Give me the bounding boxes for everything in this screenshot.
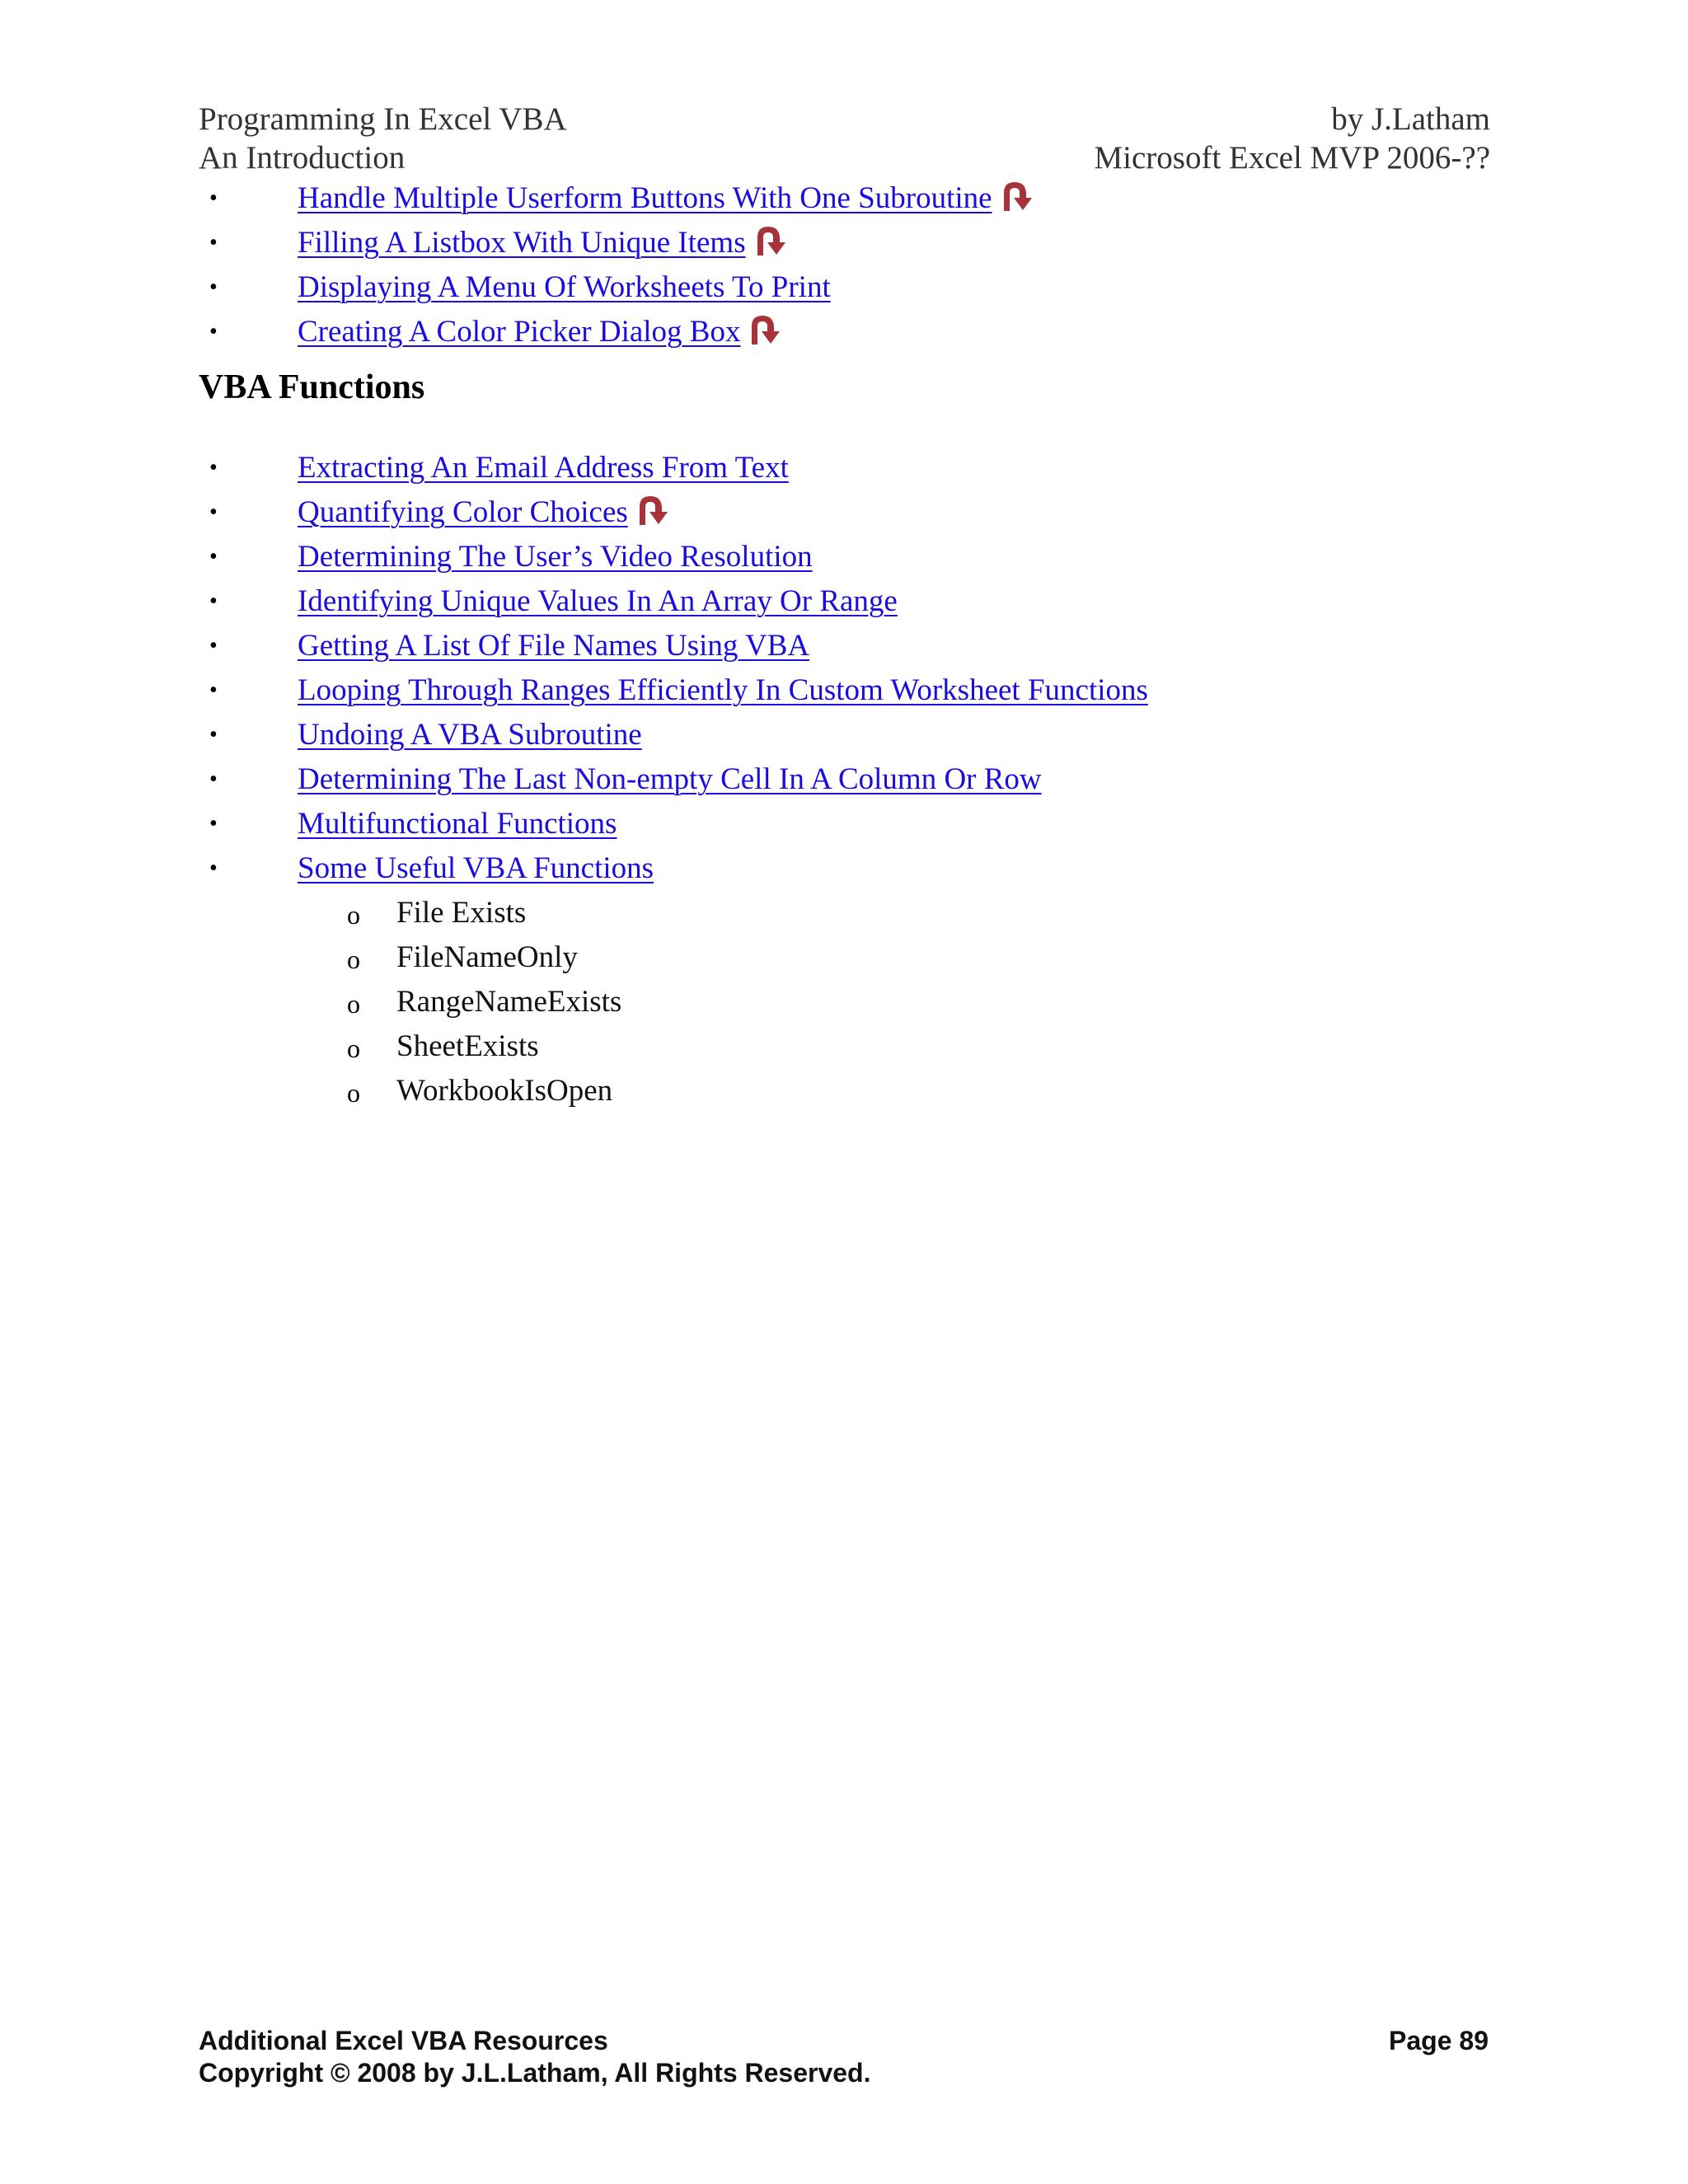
toc-link[interactable]: Handle Multiple Userform Buttons With One Subroutine — [298, 181, 992, 215]
circle-bullet-icon: o — [347, 989, 360, 1019]
link-wrapper — [298, 490, 671, 535]
link-wrapper — [298, 265, 831, 310]
return-arrow-icon[interactable] — [636, 494, 671, 527]
bullet-icon — [209, 176, 221, 221]
toc-link[interactable]: Undoing A VBA Subroutine — [298, 718, 642, 752]
return-arrow-icon[interactable] — [1001, 180, 1035, 213]
bullet-icon — [209, 802, 221, 846]
circle-bullet-icon: o — [347, 1078, 360, 1108]
bullet-icon — [209, 713, 221, 757]
link-wrapper — [298, 310, 783, 354]
toc-link[interactable]: Creating A Color Picker Dialog Box — [298, 315, 741, 349]
bullet-icon — [209, 624, 221, 668]
link-wrapper — [298, 579, 898, 624]
link-wrapper — [298, 713, 642, 757]
bullet-icon — [209, 579, 221, 624]
sub-item-label: SheetExists — [396, 1029, 539, 1063]
link-wrapper — [298, 668, 1148, 713]
sub-item-label: RangeNameExists — [396, 985, 622, 1019]
bullet-icon — [209, 310, 221, 354]
link-wrapper — [298, 846, 654, 891]
circle-bullet-icon: o — [347, 1033, 360, 1063]
toc-link[interactable]: Filling A Listbox With Unique Items — [298, 226, 746, 260]
bullet-icon — [209, 535, 221, 579]
bullet-icon — [209, 668, 221, 713]
toc-link[interactable]: Identifying Unique Values In An Array Or Range — [298, 584, 898, 618]
bullet-icon — [209, 221, 221, 265]
circle-bullet-icon: o — [347, 900, 360, 930]
toc-link[interactable]: Quantifying Color Choices — [298, 495, 628, 529]
footer-page-number: Page 89 — [1389, 2026, 1489, 2055]
toc-link[interactable]: Some Useful VBA Functions — [298, 851, 654, 885]
link-wrapper — [298, 176, 1035, 221]
toc-link[interactable]: Displaying A Menu Of Worksheets To Print — [298, 270, 831, 304]
header-title: Programming In Excel VBA — [199, 101, 567, 137]
link-wrapper — [298, 757, 1042, 802]
toc-link[interactable]: Getting A List Of File Names Using VBA — [298, 629, 810, 663]
section-title: VBA Functions — [199, 368, 425, 406]
header-author: by J.Latham — [1331, 101, 1490, 137]
return-arrow-icon[interactable] — [748, 313, 783, 346]
link-wrapper — [298, 624, 809, 668]
link-wrapper — [298, 802, 617, 846]
link-wrapper — [298, 221, 789, 265]
footer-copyright: Copyright © 2008 by J.L.Latham, All Rights Reserved. — [199, 2058, 871, 2088]
toc-link[interactable]: Determining The Last Non-empty Cell In A Column Or Row — [298, 762, 1042, 796]
toc-link[interactable]: Determining The User’s Video Resolution — [298, 540, 813, 574]
header-subtitle: An Introduction — [199, 140, 406, 176]
toc-link[interactable]: Multifunctional Functions — [298, 807, 617, 841]
link-wrapper — [298, 535, 813, 579]
sub-item-label: File Exists — [396, 896, 527, 930]
toc-link[interactable]: Looping Through Ranges Efficiently In Custom Worksheet Functions — [298, 673, 1148, 707]
circle-bullet-icon: o — [347, 944, 360, 974]
bullet-icon — [209, 846, 221, 891]
footer-resources: Additional Excel VBA Resources — [199, 2026, 608, 2055]
header-credential: Microsoft Excel MVP 2006-?? — [1094, 140, 1490, 176]
return-arrow-icon[interactable] — [754, 224, 789, 257]
toc-link[interactable]: Extracting An Email Address From Text — [298, 451, 789, 485]
link-wrapper — [298, 446, 789, 490]
bullet-icon — [209, 490, 221, 535]
sub-item-label: WorkbookIsOpen — [396, 1074, 613, 1108]
bullet-icon — [209, 757, 221, 802]
bullet-icon — [209, 265, 221, 310]
bullet-icon — [209, 446, 221, 490]
sub-item-label: FileNameOnly — [396, 940, 578, 974]
